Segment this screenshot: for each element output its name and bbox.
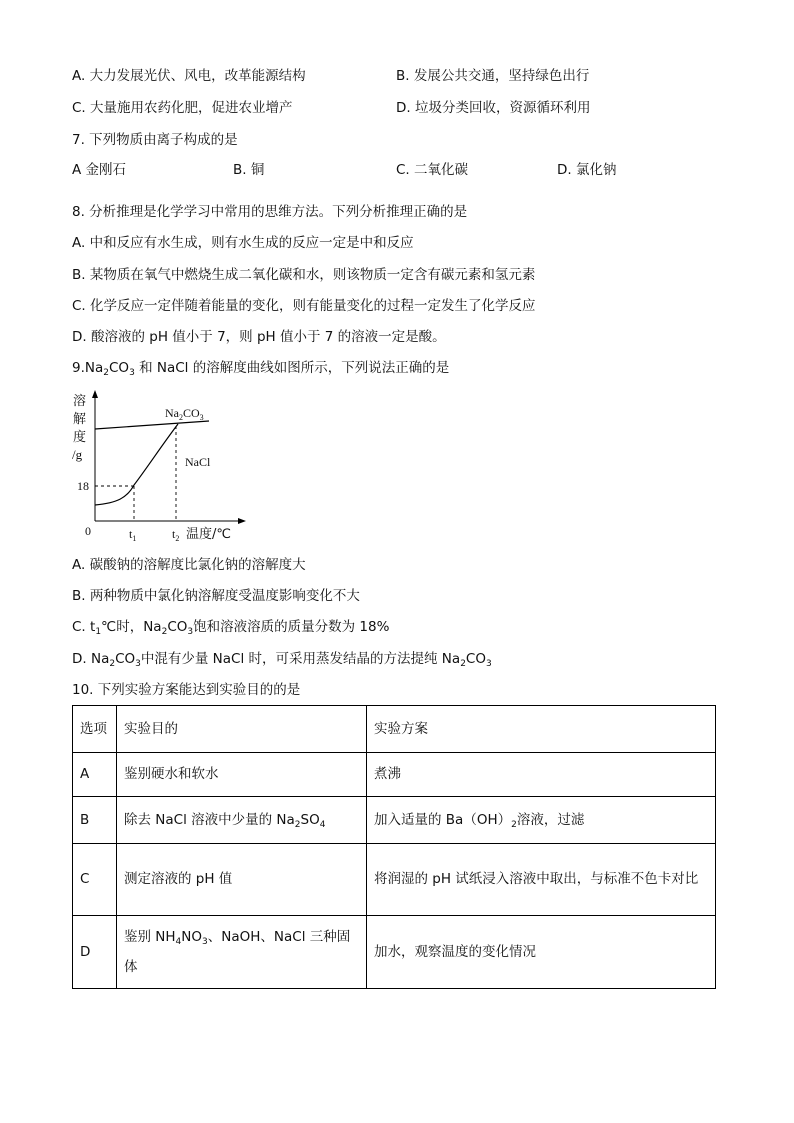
graph-x-tick-t1: $t_1$ bbox=[129, 527, 137, 543]
q7-option-b: B. 铜 bbox=[233, 162, 265, 178]
table-row bbox=[73, 844, 716, 916]
q9-option-d: D. $Na_2CO_3$中混有少量 NaCl 时，可采用蒸发结晶的方法提纯 $Na_2CO_3$ bbox=[72, 651, 492, 669]
row-b-goal: 除去 NaCl 溶液中少量的 $Na_2SO_4$ bbox=[117, 797, 367, 844]
header-goal: 实验目的 bbox=[117, 706, 367, 753]
q7-option-a: A 金刚石 bbox=[72, 162, 127, 178]
q6-option-b: B. 发展公共交通，坚持绿色出行 bbox=[396, 68, 590, 84]
q7-option-c: C. 二氧化碳 bbox=[396, 162, 469, 178]
table-header-row bbox=[73, 706, 716, 753]
graph-label-na2co3: $Na_2CO_3$ bbox=[165, 406, 204, 422]
q8-option-d: D. 酸溶液的 pH 值小于 7，则 pH 值小于 7 的溶液一定是酸。 bbox=[72, 329, 446, 345]
row-c-goal: 测定溶液的 pH 值 bbox=[117, 844, 367, 916]
q6-option-d: D. 垃圾分类回收，资源循环利用 bbox=[396, 100, 591, 116]
q7-stem: 7. 下列物质由离子构成的是 bbox=[72, 132, 238, 148]
q7-option-d: D. 氯化钠 bbox=[557, 162, 617, 178]
table-row bbox=[73, 916, 716, 989]
row-d-option: D bbox=[73, 916, 117, 989]
q8-option-c: C. 化学反应一定伴随着能量的变化，则有能量变化的过程一定发生了化学反应 bbox=[72, 298, 536, 314]
header-option: 选项 bbox=[73, 706, 117, 753]
graph-x-label: 温度/℃ bbox=[186, 527, 231, 542]
na2co3-curve bbox=[95, 424, 178, 505]
graph-label-nacl: NaCl bbox=[185, 455, 211, 469]
nacl-curve bbox=[95, 421, 209, 429]
table-row bbox=[73, 753, 716, 797]
graph-y-label-4: /g bbox=[72, 447, 83, 462]
row-b-option: B bbox=[73, 797, 117, 844]
row-d-plan: 加水，观察温度的变化情况 bbox=[367, 916, 716, 989]
graph-y-tick-18: 18 bbox=[77, 479, 89, 493]
q8-stem: 8. 分析推理是化学学习中常用的思维方法。下列分析推理正确的是 bbox=[72, 204, 468, 220]
graph-y-label-2: 解 bbox=[73, 412, 87, 427]
row-c-plan: 将润湿的 pH 试纸浸入溶液中取出，与标准不色卡对比 bbox=[367, 844, 716, 916]
graph-origin: 0 bbox=[85, 524, 91, 538]
graph-y-label-1: 溶 bbox=[73, 394, 87, 409]
q9-option-a: A. 碳酸钠的溶解度比氯化钠的溶解度大 bbox=[72, 557, 306, 573]
q9-stem: $9.Na_2CO_3$ 和 NaCl 的溶解度曲线如图所示，下列说法正确的是 bbox=[72, 360, 450, 378]
q6-option-a: A. 大力发展光伏、风电，改革能源结构 bbox=[72, 68, 306, 84]
q9-option-c: C. $t_1℃$时，$Na_2CO_3$饱和溶液溶质的质量分数为 18% bbox=[72, 619, 390, 637]
table-row bbox=[73, 797, 716, 844]
q9-option-b: B. 两种物质中氯化钠溶解度受温度影响变化不大 bbox=[72, 588, 360, 604]
row-d-goal: 鉴别 $NH_4NO_3$、NaOH、NaCl 三种固体 bbox=[117, 916, 367, 989]
header-plan: 实验方案 bbox=[367, 706, 716, 753]
solubility-curve-graph bbox=[72, 390, 252, 546]
q10-stem: 10. 下列实验方案能达到实验目的的是 bbox=[72, 682, 301, 698]
experiment-plan-table bbox=[72, 705, 716, 989]
row-a-plan: 煮沸 bbox=[367, 753, 716, 797]
q8-option-b: B. 某物质在氧气中燃烧生成二氧化碳和水，则该物质一定含有碳元素和氢元素 bbox=[72, 267, 536, 283]
q8-option-a: A. 中和反应有水生成，则有水生成的反应一定是中和反应 bbox=[72, 235, 414, 251]
row-c-option: C bbox=[73, 844, 117, 916]
graph-y-arrow bbox=[92, 390, 98, 398]
row-a-option: A bbox=[73, 753, 117, 797]
row-b-plan: 加入适量的 $Ba(OH)_2$溶液，过滤 bbox=[367, 797, 716, 844]
graph-x-arrow bbox=[238, 518, 246, 524]
row-a-goal: 鉴别硬水和软水 bbox=[117, 753, 367, 797]
q6-option-c: C. 大量施用农药化肥，促进农业增产 bbox=[72, 100, 293, 116]
graph-y-label-3: 度 bbox=[73, 430, 87, 445]
graph-x-tick-t2: $t_2$ bbox=[172, 527, 180, 543]
